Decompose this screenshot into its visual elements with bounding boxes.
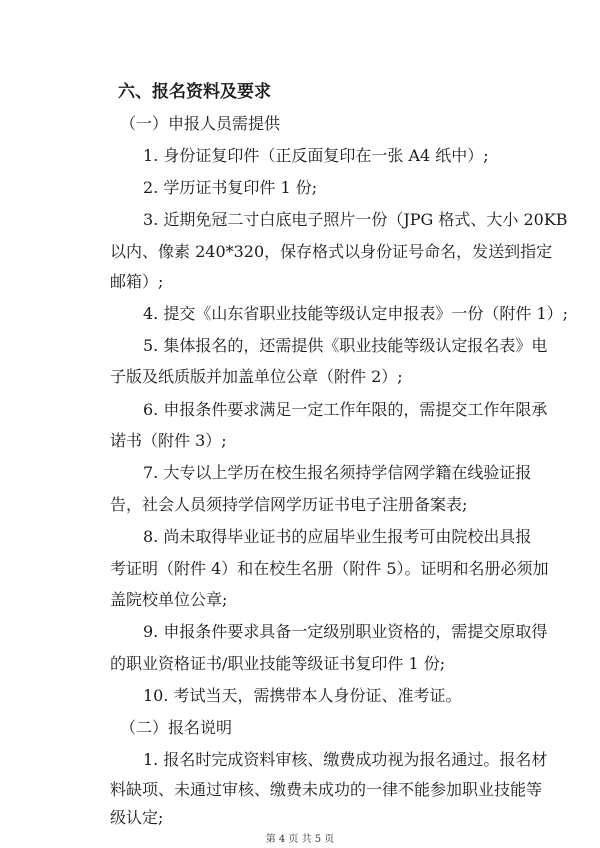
paragraph-line: 6. 申报条件要求满足一定工作年限的，需提交工作年限承 xyxy=(143,400,548,419)
paragraph-line: 9. 申报条件要求具备一定级别职业资格的，需提交原取得 xyxy=(143,622,548,641)
paragraph-line: 子版及纸质版并加盖单位公章（附件 2）; xyxy=(110,367,403,386)
paragraph-line: 料缺项、未通过审核、缴费未成功的一律不能参加职业技能等 xyxy=(110,780,543,799)
page-number-footer: 第 4 页 共 5 页 xyxy=(265,834,335,845)
paragraph-line: 8. 尚未取得毕业证书的应届毕业生报考可由院校出具报 xyxy=(143,527,532,546)
paragraph-line: 诺书（附件 3）; xyxy=(110,431,227,450)
paragraph-line: 3. 近期免冠二寸白底电子照片一份（JPG 格式、大小 20KB xyxy=(143,210,568,229)
paragraph-line: 1. 身份证复印件（正反面复印在一张 A4 纸中）; xyxy=(143,146,489,165)
section-title: 六、报名资料及要求 xyxy=(118,82,271,102)
paragraph-line: 盖院校单位公章; xyxy=(110,590,228,609)
subsection-title: （二）报名说明 xyxy=(120,718,233,737)
paragraph-line: 以内、像素 240*320，保存格式以身份证号命名，发送到指定 xyxy=(110,242,553,261)
paragraph-line: 告，社会人员须持学信网学历证书电子注册备案表; xyxy=(110,495,468,514)
paragraph-line: 2. 学历证书复印件 1 份; xyxy=(143,178,318,197)
subsection-title: （一）申报人员需提供 xyxy=(120,114,281,133)
paragraph-line: 7. 大专以上学历在校生报名须持学信网学籍在线验证报 xyxy=(143,463,532,482)
paragraph-line: 10. 考试当天，需携带本人身份证、准考证。 xyxy=(143,686,462,705)
paragraph-line: 4. 提交《山东省职业技能等级认定申报表》一份（附件 1）; xyxy=(143,304,569,323)
paragraph-line: 邮箱）; xyxy=(110,272,164,291)
paragraph-line: 1. 报名时完成资料审核、缴费成功视为报名通过。报名材 xyxy=(143,750,548,769)
paragraph-line: 级认定; xyxy=(110,808,164,827)
paragraph-line: 考证明（附件 4）和在校生名册（附件 5）。证明和名册必须加 xyxy=(110,559,549,578)
paragraph-line: 5. 集体报名的，还需提供《职业技能等级认定报名表》电 xyxy=(143,336,548,355)
paragraph-line: 的职业资格证书/职业技能等级证书复印件 1 份; xyxy=(110,654,446,673)
